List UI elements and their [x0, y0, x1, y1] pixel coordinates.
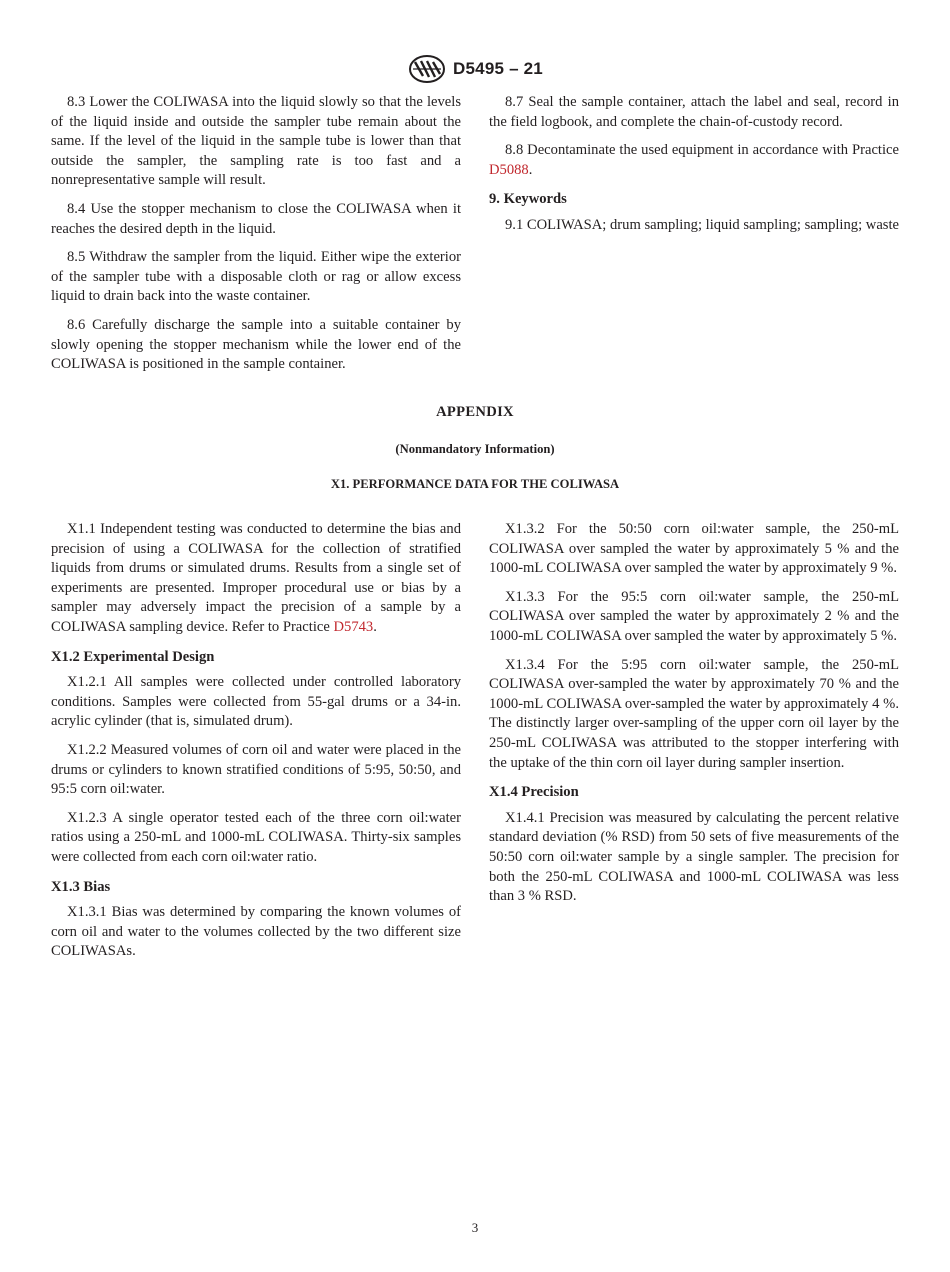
paragraph-x1-2-1: X1.2.1 All samples were collected under controlled laboratory conditions. Samples were collected from 55-gal drums or a 34-in. acrylic cylinder (that is, simulated drum). — [51, 674, 461, 730]
paragraph-x1-3-1: X1.3.1 Bias was determined by comparing the known volumes of corn oil and water to the volumes collected by the two different size COLIWASAs. — [51, 904, 461, 960]
page-header — [0, 54, 950, 89]
paragraph-x1-1-text: X1.1 Independent testing was conducted to determine the bias and precision of using a COLIWASA for the collection of stratified liquids from drums or simulated drums. Results from a single set of experiments are presented. Improper procedural use or bias by a sampler may adversely impact the precision of a sample by a COLIWASA sampling device. Refer to Practice — [51, 521, 461, 635]
paragraph-x1-3-2: X1.3.2 For the 50:50 corn oil:water sample, the 250-mL COLIWASA over sampled the water by approximately 5 % and the 1000-mL COLIWASA over sampled the water by approximately 9 %. — [489, 521, 899, 577]
page-number: 3 — [471, 1220, 479, 1235]
x1-section-title: X1. PERFORMANCE DATA FOR THE COLIWASA — [330, 477, 620, 491]
appendix-title: APPENDIX — [436, 404, 514, 420]
section-8-left-column — [51, 93, 461, 384]
paragraph-x1-3-4: X1.3.4 For the 5:95 corn oil:water sample, the 250-mL COLIWASA over-sampled the water by approximately 70 % and the 1000-mL COLIWASA over-sampled the water by approximately 4 %. The distinctly larger over-sampling of the upper corn oil layer by the 250-mL COLIWASA was attributed to the stopper interfering with the uptake of the thin corn oil layer during sampler insertion. — [489, 656, 899, 771]
x1-left-column — [51, 520, 461, 971]
paragraph-8-8-end: . — [528, 161, 533, 178]
heading-x1-3: X1.3 Bias — [51, 878, 111, 895]
paragraph-8-8-text: 8.8 Decontaminate the used equipment in accordance with Practice — [505, 142, 899, 159]
paragraph-8-7: 8.7 Seal the sample container, attach the label and seal, record in the field logbook, and complete the chain-of-custody record. — [489, 94, 899, 130]
document-number: D5495 – 21 — [453, 59, 543, 78]
paragraph-x1-1 — [51, 520, 461, 638]
paragraph-8-3: 8.3 Lower the COLIWASA into the liquid slowly so that the levels of the liquid inside and outside the sampler tube remain about the same. If the level of the liquid in the sample tube is lower than that outside the sampler, the sampling rate is too fast and a nonrepresentative sample will result. — [51, 94, 461, 189]
paragraph-x1-3-3: X1.3.3 For the 95:5 corn oil:water sample, the 250-mL COLIWASA over sampled the water by approximately 2 % and the 1000-mL COLIWASA over sampled the water by approximately 5 %. — [489, 588, 899, 644]
paragraph-x1-2-2: X1.2.2 Measured volumes of corn oil and water were placed in the drums or cylinders to known stratified conditions of 5:95, 50:50, and 95:5 corn oil:water. — [51, 741, 461, 798]
astm-logo-icon — [407, 54, 447, 84]
reference-link-d5088[interactable]: D5088 — [489, 161, 529, 178]
paragraph-8-8 — [489, 141, 899, 180]
appendix-subtitle: (Nonmandatory Information) — [395, 442, 555, 456]
section-9-heading: 9. Keywords — [489, 191, 567, 208]
section-8-right-column — [489, 93, 899, 245]
paragraph-8-6: 8.6 Carefully discharge the sample into a suitable container by slowly opening the stopper mechanism while the lower end of the COLIWASA is positioned in the sample container. — [51, 316, 461, 373]
paragraph-x1-2-3: X1.2.3 A single operator tested each of the three corn oil:water ratios using a 250-mL and 1000-mL COLIWASA. Thirty-six samples were collected from each corn oil:water ratio. — [51, 809, 461, 865]
paragraph-x1-1-end: . — [373, 618, 377, 635]
paragraph-8-5: 8.5 Withdraw the sampler from the liquid. Either wipe the exterior of the sampler tube with a disposable cloth or rag or allow excess liquid to drain back into the waste container. — [51, 249, 461, 305]
x1-right-column — [489, 520, 899, 916]
paragraph-9-1: 9.1 COLIWASA; drum sampling; liquid sampling; sampling; waste — [505, 216, 900, 233]
paragraph-8-4: 8.4 Use the stopper mechanism to close the COLIWASA when it reaches the desired depth in the liquid. — [51, 200, 461, 237]
paragraph-x1-4-1: X1.4.1 Precision was measured by calculating the percent relative standard deviation (% RSD) from 50 sets of five measurements of the 50:50 corn oil:water sample by a single sampler. The precision for both the 250-mL COLIWASA and 1000-mL COLIWASA was less than 3 % RSD. — [489, 809, 899, 905]
heading-x1-2: X1.2 Experimental Design — [51, 648, 215, 665]
reference-link-d5743[interactable]: D5743 — [333, 618, 374, 635]
heading-x1-4: X1.4 Precision — [489, 784, 579, 801]
